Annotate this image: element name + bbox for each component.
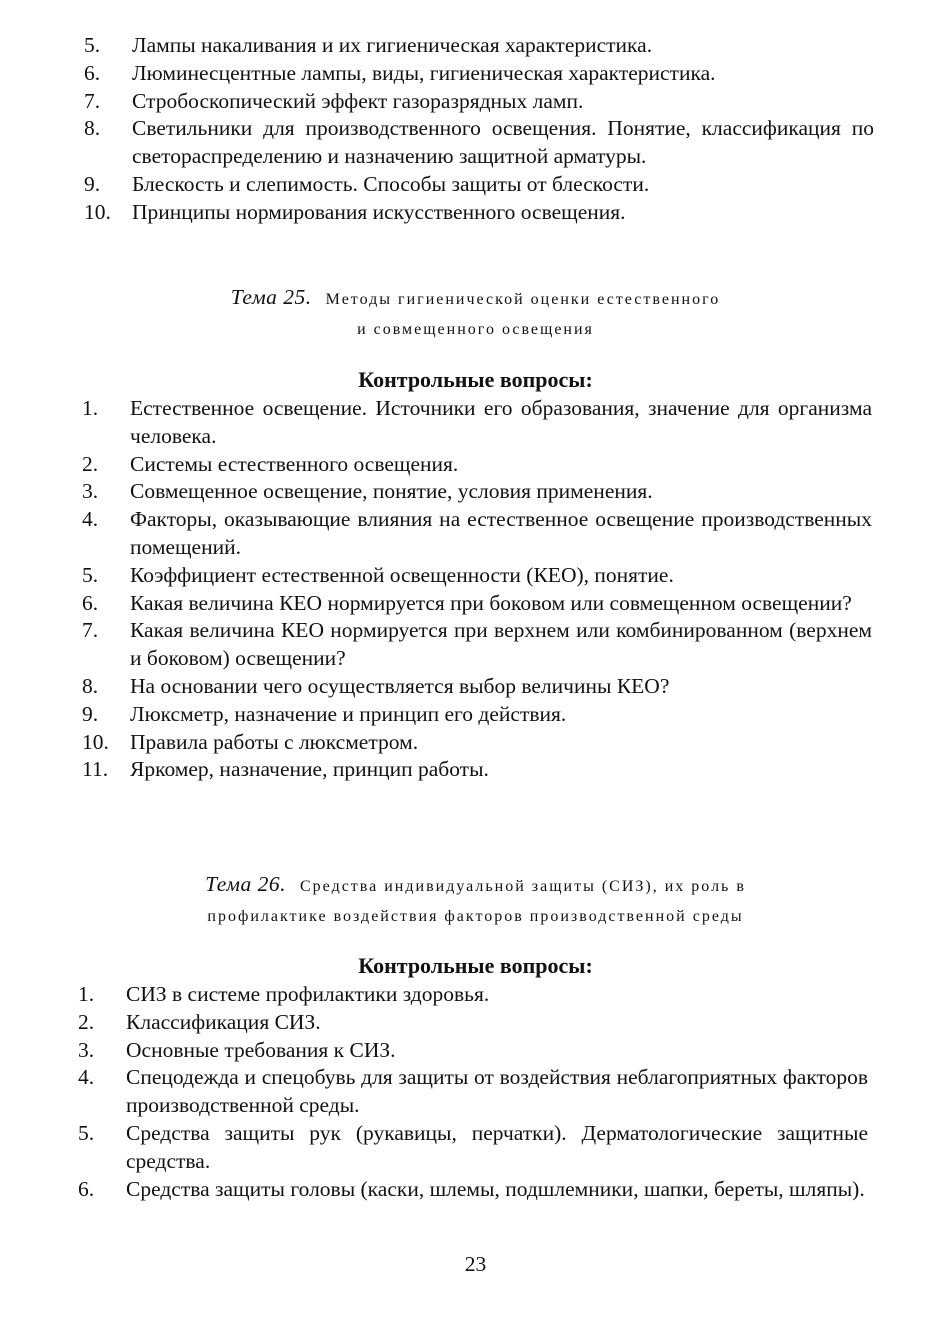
item-number: 9. <box>84 171 101 196</box>
item-text: Принципы нормирования искусственного освещения. <box>132 199 626 224</box>
questions-heading-2: Контрольные вопросы: <box>358 953 593 978</box>
topic-25-label: Тема 25. <box>230 285 312 309</box>
item-text: Какая величина КЕО нормируется при боковом или совмещенном освещении? <box>130 590 852 615</box>
list-item <box>84 32 874 60</box>
list-item <box>82 451 872 479</box>
list-item <box>82 673 872 701</box>
item-number: 11. <box>82 757 109 782</box>
list-item <box>82 395 872 451</box>
list-item <box>82 729 872 757</box>
list-item <box>78 1037 868 1065</box>
item-number: 10. <box>82 729 109 754</box>
topic-26-label: Тема 26. <box>205 872 286 896</box>
list-item <box>78 1120 868 1176</box>
item-text: Средства защиты головы (каски, шлемы, подшлемники, шапки, береты, шляпы). <box>126 1176 865 1201</box>
item-text: Стробоскопический эффект газоразрядных ламп. <box>132 88 584 113</box>
item-text: Средства защиты рук (рукавицы, перчатки). Дерматологические защитные средства. <box>126 1120 868 1173</box>
item-text: Светильники для производственного освещения. Понятие, классификация по светораспределению и назначению защитной арматуры. <box>132 116 874 169</box>
item-text: Естественное освещение. Источники его образования, значение для организма человека. <box>130 396 872 448</box>
item-number: 5. <box>84 33 101 57</box>
item-number: 8. <box>84 116 101 141</box>
list-item <box>78 1176 868 1204</box>
question-list-topic-26 <box>78 981 868 1203</box>
item-number: 2. <box>82 451 99 476</box>
item-number: 7. <box>84 88 101 113</box>
item-number: 7. <box>82 618 99 643</box>
topic-25-title-line2: и совмещенного освещения <box>357 321 594 338</box>
list-item <box>78 981 868 1009</box>
item-text: Блескость и слепимость. Способы защиты от блескости. <box>132 171 650 196</box>
item-number: 6. <box>78 1176 95 1201</box>
list-item <box>82 756 872 784</box>
item-text: Яркомер, назначение, принцип работы. <box>130 757 489 782</box>
item-text: Люксметр, назначение и принцип его действия. <box>130 701 567 726</box>
list-item <box>82 478 872 506</box>
item-number: 5. <box>78 1120 95 1145</box>
item-number: 3. <box>78 1037 95 1062</box>
topic-26-line1 <box>0 869 951 902</box>
item-text: Люминесцентные лампы, виды, гигиеническая характеристика. <box>132 60 716 85</box>
list-item <box>82 617 872 673</box>
questions-heading-1: Контрольные вопросы: <box>358 367 593 392</box>
topic-26-title <box>0 869 951 932</box>
list-item <box>82 562 872 590</box>
topic-25-title <box>0 282 951 345</box>
item-text: Спецодежда и спецобувь для защиты от воздействия неблагоприятных факторов производственной среды. <box>126 1065 868 1118</box>
item-number: 2. <box>78 1009 95 1034</box>
item-number: 9. <box>82 701 99 726</box>
item-number: 6. <box>82 590 99 615</box>
item-text: Совмещенное освещение, понятие, условия применения. <box>130 479 653 504</box>
item-text: Классификация СИЗ. <box>126 1009 321 1034</box>
item-number: 8. <box>82 673 99 698</box>
item-text: Лампы накаливания и их гигиеническая характеристика. <box>132 33 653 57</box>
item-number: 3. <box>82 479 99 504</box>
item-text: СИЗ в системе профилактики здоровья. <box>126 982 490 1006</box>
item-text: Основные требования к СИЗ. <box>126 1037 396 1062</box>
question-list-topic-24 <box>84 32 874 227</box>
item-text: На основании чего осуществляется выбор величины КЕО? <box>130 673 670 698</box>
item-text: Системы естественного освещения. <box>130 451 459 476</box>
list-item <box>84 115 874 171</box>
topic-26-title-line1: Средства индивидуальной защиты (СИЗ), их роль в <box>300 878 746 895</box>
item-number: 4. <box>82 507 99 532</box>
item-number: 1. <box>82 396 99 420</box>
item-number: 10. <box>84 199 111 224</box>
topic-26-title-line2: профилактике воздействия факторов производственной среды <box>207 908 744 925</box>
list-item <box>84 171 874 199</box>
item-text: Какая величина КЕО нормируется при верхнем или комбинированном (верхнем и боковом) освещении? <box>130 618 872 671</box>
list-item <box>82 701 872 729</box>
page-number: 23 <box>464 1252 487 1276</box>
item-text: Факторы, оказывающие влияния на естественное освещение производственных помещений. <box>130 507 872 559</box>
list-item <box>82 590 872 618</box>
item-number: 6. <box>84 60 101 85</box>
question-list-topic-25 <box>82 395 872 784</box>
item-text: Правила работы с люксметром. <box>130 729 419 754</box>
list-item <box>82 506 872 562</box>
list-item <box>84 60 874 88</box>
item-number: 4. <box>78 1065 95 1090</box>
topic-25-title-line1: Методы гигиенической оценки естественного <box>325 291 721 308</box>
list-item <box>84 88 874 116</box>
list-item <box>78 1064 868 1120</box>
item-number: 5. <box>82 562 99 587</box>
item-number: 1. <box>78 982 95 1006</box>
item-text: Коэффициент естественной освещенности (КЕО), понятие. <box>130 562 674 587</box>
list-item <box>78 1009 868 1037</box>
list-item <box>84 199 874 227</box>
topic-25-line1 <box>0 282 951 315</box>
